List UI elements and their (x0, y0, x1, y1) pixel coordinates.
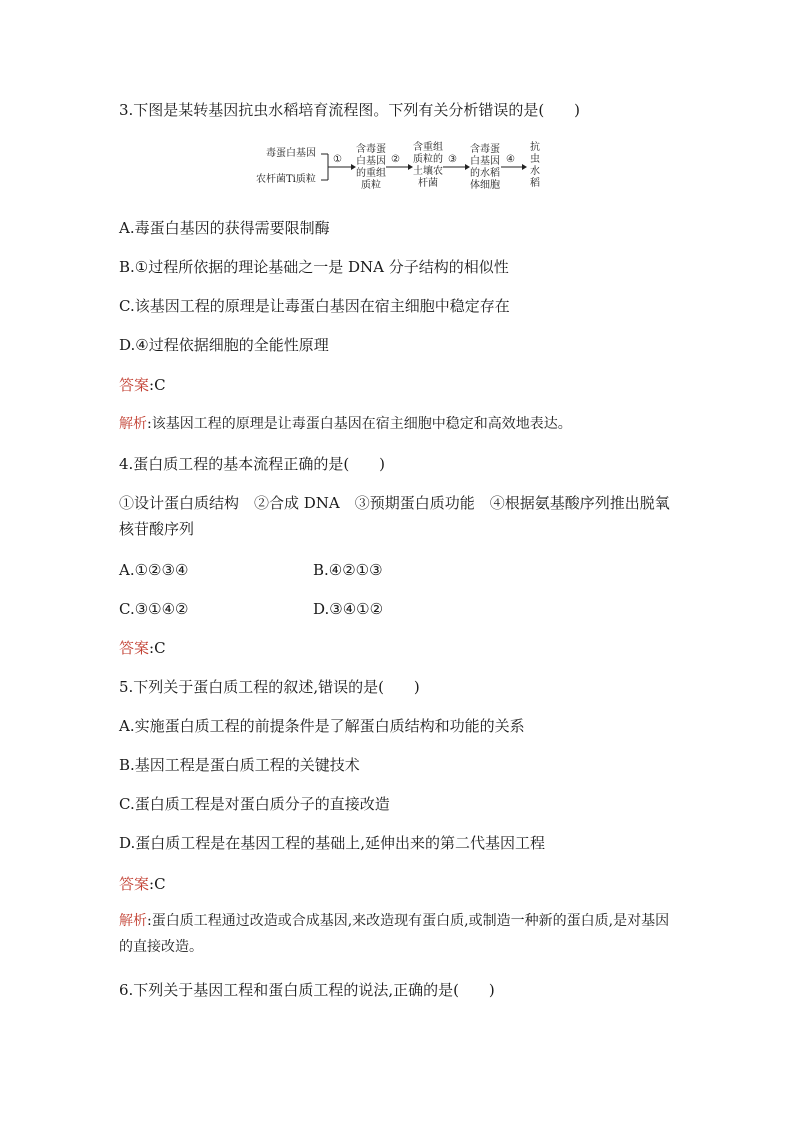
diagram-input-ti-plasmid: 农杆菌Ti质粒 (256, 174, 316, 185)
diagram-step-1: ① (333, 154, 342, 165)
question-4-options-row-1 (119, 560, 679, 580)
question-5-option-a: A.实施蛋白质工程的前提条件是了解蛋白质结构和功能的关系 (119, 717, 525, 735)
explanation-text: :蛋白质工程通过改造或合成基因,来改造现有蛋白质,或制造一种新的蛋白质,是对基因的直接改造。 (119, 913, 670, 955)
explanation-text: :该基因工程的原理是让毒蛋白基因在宿主细胞中稳定和高效地表达。 (147, 416, 572, 432)
question-4-options-row-2 (119, 599, 679, 619)
answer-label: 答案 (119, 376, 150, 394)
diagram-node-resistant-rice: 抗 虫 水 稻 (530, 142, 540, 189)
answer-value: :C (149, 875, 166, 893)
question-5-answer (119, 874, 679, 894)
diagram-input-toxin-gene: 毒蛋白基因 (266, 148, 316, 159)
question-4-option-d: D.③④①② (313, 600, 384, 618)
answer-value: :C (149, 376, 166, 394)
question-4-items: ①设计蛋白质结构 ②合成 DNA ③预期蛋白质功能 ④根据氨基酸序列推出脱氧核苷酸序列 (119, 494, 670, 538)
question-4-option-c: C.③①④② (119, 600, 189, 618)
question-3-option-b: B.①过程所依据的理论基础之一是 DNA 分子结构的相似性 (119, 258, 509, 276)
question-5-option-c: C.蛋白质工程是对蛋白质分子的直接改造 (119, 795, 390, 813)
diagram-node-rice-cell: 含毒蛋 白基因 的水稻 体细胞 (470, 144, 500, 191)
question-6-stem: 6.下列关于基因工程和蛋白质工程的说法,正确的是( ) (119, 981, 495, 999)
question-4-stem: 4.蛋白质工程的基本流程正确的是( ) (119, 455, 386, 473)
question-5-explanation (119, 908, 679, 960)
question-5-stem: 5.下列关于蛋白质工程的叙述,错误的是( ) (119, 678, 420, 696)
question-3-option-c: C.该基因工程的原理是让毒蛋白基因在宿主细胞中稳定存在 (119, 297, 510, 315)
explanation-label: 解析 (119, 416, 147, 432)
question-5-option-b: B.基因工程是蛋白质工程的关键技术 (119, 756, 360, 774)
question-3-option-a: A.毒蛋白基因的获得需要限制酶 (119, 219, 330, 237)
question-4-answer (119, 638, 679, 658)
question-4-option-b: B.④②①③ (313, 561, 383, 579)
answer-label: 答案 (119, 639, 150, 657)
diagram-node-recombinant-plasmid: 含毒蛋 白基因 的重组 质粒 (356, 144, 386, 191)
diagram-step-2: ② (391, 154, 400, 165)
question-3-explanation (119, 414, 679, 434)
question-3-stem: 3.下图是某转基因抗虫水稻培育流程图。下列有关分析错误的是( ) (119, 101, 581, 119)
answer-label: 答案 (119, 875, 150, 893)
diagram-node-agrobacterium: 含重组 质粒的 土壤农 杆菌 (413, 142, 443, 189)
question-4-option-a: A.①②③④ (119, 561, 189, 579)
question-3-option-d: D.④过程依据细胞的全能性原理 (119, 336, 329, 354)
question-5-option-d: D.蛋白质工程是在基因工程的基础上,延伸出来的第二代基因工程 (119, 834, 546, 852)
diagram-step-4: ④ (506, 154, 515, 165)
answer-value: :C (149, 639, 166, 657)
flow-diagram (250, 140, 550, 196)
question-3-answer (119, 375, 679, 395)
diagram-step-3: ③ (448, 154, 457, 165)
explanation-label: 解析 (119, 913, 147, 929)
